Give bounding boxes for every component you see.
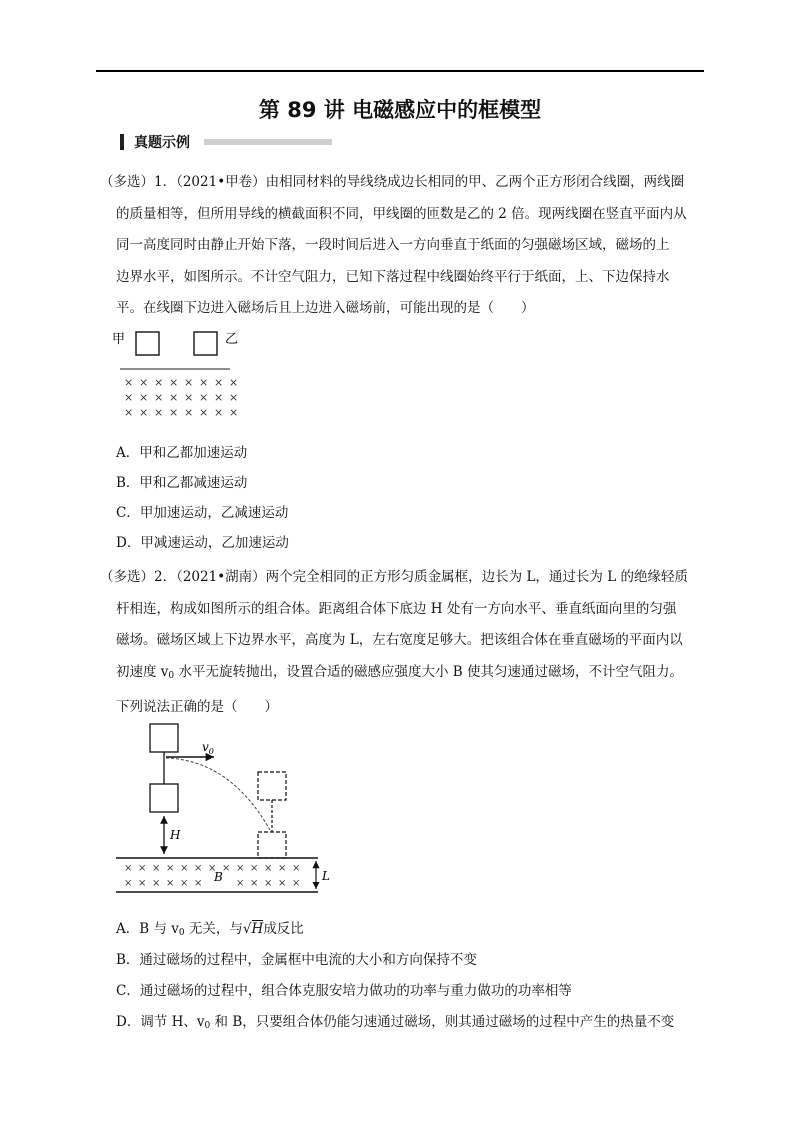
field-cross: × — [166, 878, 175, 889]
field-cross: × — [154, 391, 164, 404]
q1-line-4: 边界水平，如图所示。不计空气阻力，已知下落过程中线圈始终平行于纸面，上、下边保持水 — [116, 268, 670, 285]
field-cross: × — [236, 878, 245, 889]
coil-jia — [136, 332, 159, 355]
q2-option-d-pre: D．调节 H、v — [116, 1014, 205, 1030]
field-cross: × — [124, 376, 134, 389]
q1-line-3: 同一高度同时由静止开始下落，一段时间后进入一方向垂直于纸面的匀强磁场区域，磁场的上 — [116, 237, 670, 253]
q1-option-b[interactable]: B．甲和乙都减速运动 — [116, 475, 248, 491]
field-cross: × — [139, 406, 149, 419]
section-label: 真题示例 — [134, 135, 190, 151]
frame-upper-later — [258, 772, 286, 800]
q2-option-a-pre: A．B 与 v — [116, 921, 179, 937]
field-cross: × — [184, 391, 194, 404]
field-cross: × — [214, 391, 224, 404]
frame-lower — [150, 784, 178, 812]
q1-line-2: 的质量相等，但所用导线的横截面积不同，甲线圈的匝数是乙的 2 倍。现两线圈在竖直平面内从 — [116, 205, 687, 222]
field-cross: × — [152, 863, 161, 874]
q2-line-4 — [116, 657, 706, 693]
field-cross: × — [166, 863, 175, 874]
field-cross: × — [214, 406, 224, 419]
field-cross: × — [199, 376, 209, 389]
magnetic-field-crosses-2 — [124, 863, 300, 889]
q2-option-a[interactable] — [116, 919, 304, 943]
field-cross: × — [124, 391, 134, 404]
field-cross: × — [180, 863, 189, 874]
field-cross: × — [292, 863, 301, 874]
coil-yi — [194, 332, 217, 355]
q1-option-d[interactable]: D．甲减速运动，乙加速运动 — [116, 535, 289, 551]
magnetic-field-crosses — [124, 376, 238, 419]
field-cross: × — [229, 376, 239, 389]
q1-figure — [110, 326, 250, 422]
field-cross: × — [236, 863, 245, 874]
field-cross: × — [138, 878, 147, 889]
q2-option-c[interactable]: C．通过磁场的过程中，组合体克服安培力做功的功率与重力做功的功率相等 — [116, 983, 572, 999]
sqrt-symbol: √ — [242, 921, 252, 937]
field-height-label: L — [322, 869, 330, 883]
field-cross: × — [124, 406, 134, 419]
field-cross: × — [152, 878, 161, 889]
field-cross: × — [292, 878, 301, 889]
field-cross: × — [169, 406, 179, 419]
q2-line-4-pre: 初速度 v — [116, 663, 169, 680]
field-cross: × — [124, 878, 133, 889]
field-cross: × — [194, 878, 203, 889]
q2-option-d[interactable] — [116, 1012, 674, 1036]
q2-option-d-post: 和 B，只要组合体仍能匀速通过磁场，则其通过磁场的过程中产生的热量不变 — [210, 1014, 675, 1030]
field-cross: × — [124, 863, 133, 874]
q2-line-4-post: 水平无旋转抛出，设置合适的磁感应强度大小 B 使其匀速通过磁场，不计空气阻力。 — [174, 663, 683, 680]
sqrt-radicand: H — [251, 921, 264, 937]
field-cross: × — [199, 406, 209, 419]
q1-line-1: （多选）1．（2021•甲卷）由相同材料的导线绕成边长相同的甲、乙两个正方形闭合线圈，两线圈 — [100, 174, 685, 190]
q1-option-c[interactable]: C．甲加速运动，乙减速运动 — [116, 505, 289, 521]
q2-line-3: 磁场。磁场区域上下边界水平，高度为 L，左右宽度足够大。把该组合体在垂直磁场的平面内以 — [116, 632, 683, 648]
q1-stem — [100, 167, 706, 325]
field-cross: × — [229, 406, 239, 419]
field-cross: × — [208, 863, 217, 874]
frame-upper — [150, 724, 178, 752]
field-cross: × — [194, 863, 203, 874]
section-bar — [120, 134, 124, 150]
q2-figure — [110, 720, 340, 900]
field-cross: × — [222, 863, 231, 874]
field-cross: × — [154, 406, 164, 419]
q2-option-a-post: 成反比 — [263, 921, 304, 937]
coil-label-yi: 乙 — [225, 332, 239, 347]
field-cross: × — [139, 376, 149, 389]
field-cross: × — [278, 878, 287, 889]
header-rule — [96, 70, 704, 72]
height-label: H — [170, 828, 181, 842]
q2-line-2: 杆相连，构成如图所示的组合体。距离组合体下底边 H 处有一方向水平、垂直纸面向里的匀强 — [116, 600, 677, 617]
frame-lower-later — [258, 832, 286, 858]
q1-option-a[interactable]: A．甲和乙都加速运动 — [116, 445, 248, 461]
page-title: 第 89 讲 电磁感应中的框模型 — [258, 98, 542, 122]
q2-line-4-sub: 0 — [168, 670, 175, 681]
q2-option-a-sub: 0 — [178, 928, 185, 938]
q2-option-d-sub: 0 — [204, 1021, 211, 1031]
field-cross: × — [250, 863, 259, 874]
section-header — [120, 132, 332, 152]
field-cross: × — [180, 878, 189, 889]
field-cross: × — [250, 878, 259, 889]
field-cross: × — [214, 376, 224, 389]
q2-option-a-mid: 无关，与 — [184, 921, 243, 937]
field-cross: × — [154, 376, 164, 389]
field-cross: × — [138, 863, 147, 874]
field-cross: × — [264, 878, 273, 889]
trajectory-curve — [166, 758, 270, 830]
coil-label-jia: 甲 — [112, 332, 126, 347]
field-cross: × — [169, 391, 179, 404]
q1-line-5: 平。在线圈下边进入磁场后且上边进入磁场前，可能出现的是（ ） — [116, 300, 535, 316]
q2-line-1: （多选）2．（2021•湖南）两个完全相同的正方形匀质金属框，边长为 L，通过长为 L 的绝缘轻质 — [100, 569, 688, 585]
field-cross: × — [278, 863, 287, 874]
velocity-label: $v_0$ — [202, 740, 214, 756]
q2-stem — [100, 562, 706, 724]
q2-line-5: 下列说法正确的是（ ） — [116, 699, 278, 715]
field-cross: × — [264, 863, 273, 874]
field-cross: × — [169, 376, 179, 389]
field-cross: × — [184, 376, 194, 389]
field-label: B — [214, 870, 223, 884]
section-underline — [204, 139, 332, 145]
field-cross: × — [229, 391, 239, 404]
field-cross: × — [184, 406, 194, 419]
field-cross: × — [199, 391, 209, 404]
field-cross: × — [139, 391, 149, 404]
q2-option-b[interactable]: B．通过磁场的过程中，金属框中电流的大小和方向保持不变 — [116, 952, 477, 968]
